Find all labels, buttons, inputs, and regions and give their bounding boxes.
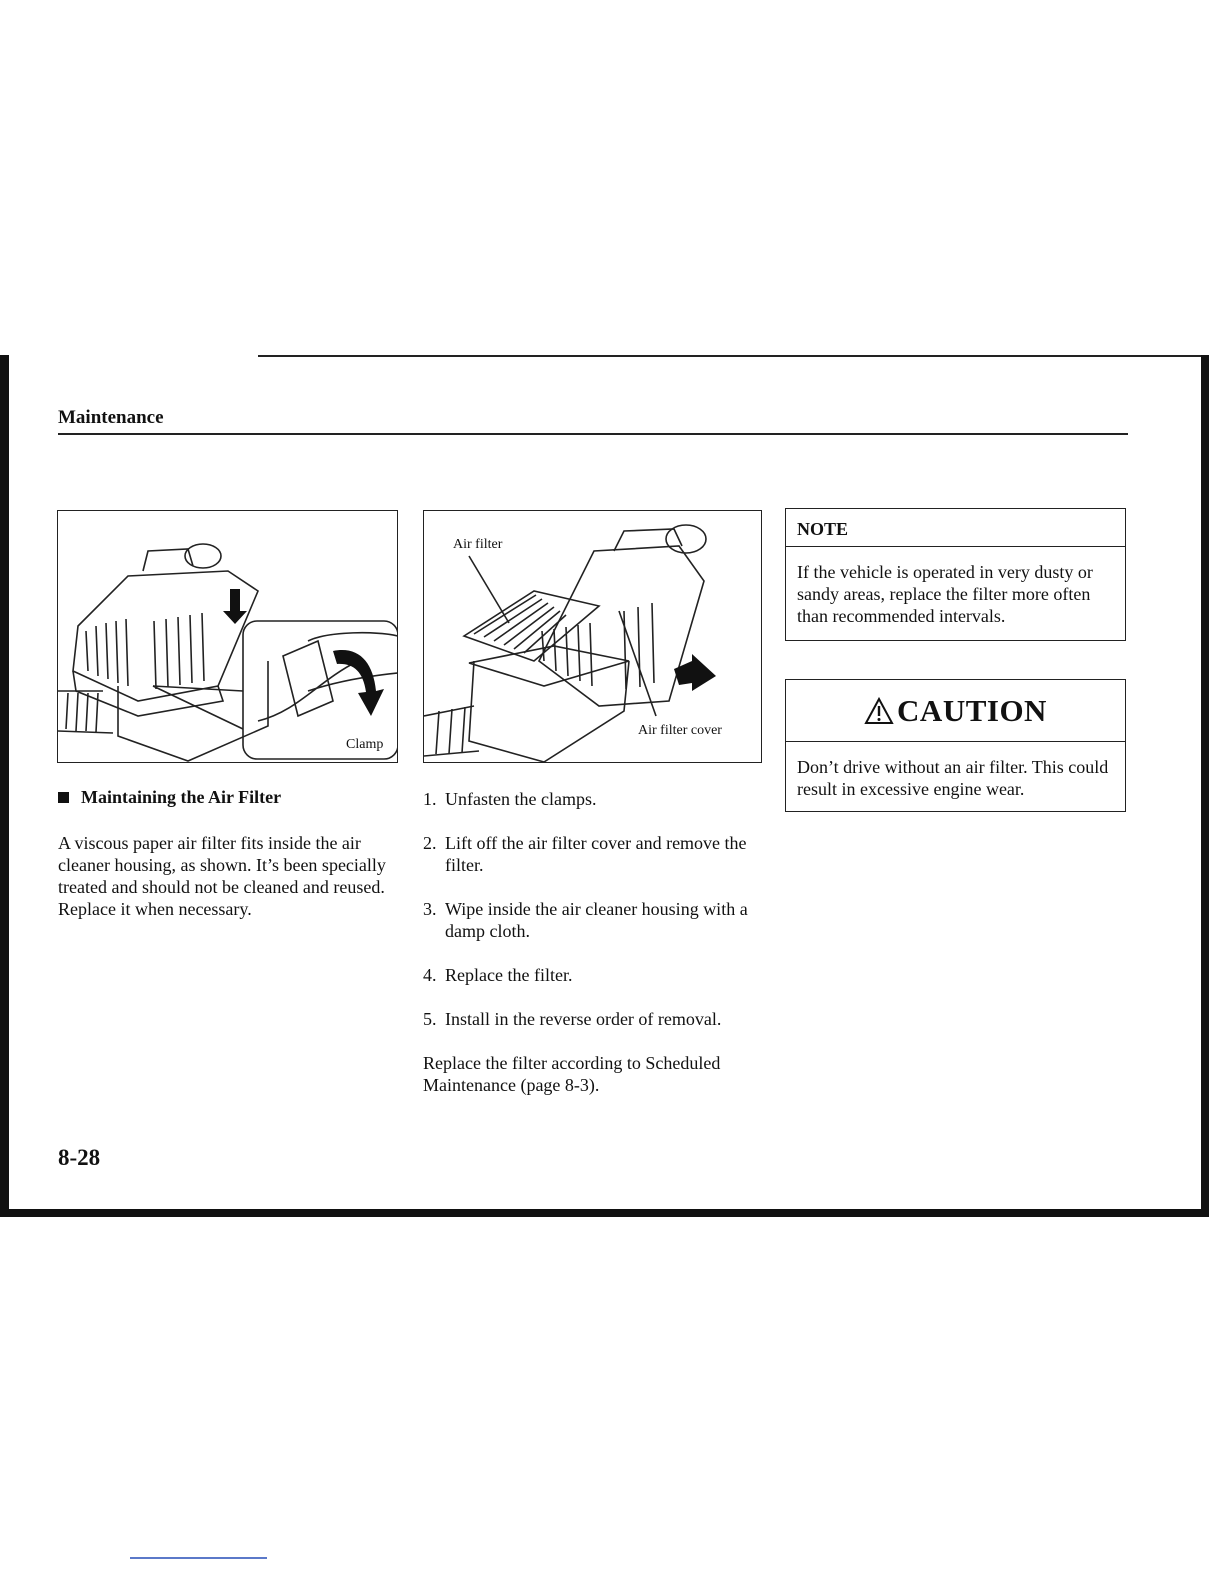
warning-triangle-icon [864,697,894,725]
step-text: Wipe inside the air cleaner housing with a damp cloth. [445,899,748,941]
step-number: 5. [423,1009,437,1029]
page-frame-bottom [0,1209,1209,1217]
step-number: 3. [423,899,437,919]
step-number: 4. [423,965,437,985]
caution-title: CAUTION [897,692,1047,728]
bullet-square-icon [58,792,69,803]
intro-paragraph: A viscous paper air filter fits inside the air cleaner housing, as shown. It’s been specially treated and should not be cleaned and reused. Replace it when necessary. [58,833,386,919]
step-text: Install in the reverse order of removal. [445,1009,722,1029]
caution-header [786,680,1125,742]
note-title: NOTE [786,509,1125,547]
caution-body: Don’t drive without an air filter. This could result in excessive engine wear. [797,757,1109,799]
step-text: Unfasten the clamps. [445,789,597,809]
step-item [423,788,768,810]
caution-box [785,679,1126,812]
note-box [785,508,1126,641]
step-item [423,1008,768,1030]
page-frame-right [1201,355,1209,1217]
figure-air-filter [423,510,762,763]
step-item [423,964,768,986]
steps-list [423,788,768,1052]
step-number: 2. [423,833,437,853]
page-frame-top [258,355,1209,357]
subheading [58,787,281,808]
closing-paragraph: Replace the filter according to Scheduled Maintenance (page 8-3). [423,1053,721,1095]
subheading-text: Maintaining the Air Filter [81,787,282,807]
step-text: Lift off the air filter cover and remove the filter. [445,833,747,875]
label-air-filter-cover: Air filter cover [638,723,722,738]
step-item [423,898,768,942]
header-rule [58,433,1128,435]
section-title: Maintenance [58,407,164,428]
figure-clamp [57,510,398,763]
step-item [423,832,768,876]
air-cleaner-clamp-illustration [58,511,397,762]
page-number: 8-28 [58,1145,101,1170]
step-number: 1. [423,789,437,809]
note-body: If the vehicle is operated in very dusty or sandy areas, replace the filter more often than recommended intervals. [797,562,1093,626]
bottom-link-underline [130,1557,267,1559]
page-frame-left [0,355,9,1217]
label-air-filter: Air filter [453,537,503,552]
step-text: Replace the filter. [445,965,573,985]
label-clamp: Clamp [346,737,384,752]
